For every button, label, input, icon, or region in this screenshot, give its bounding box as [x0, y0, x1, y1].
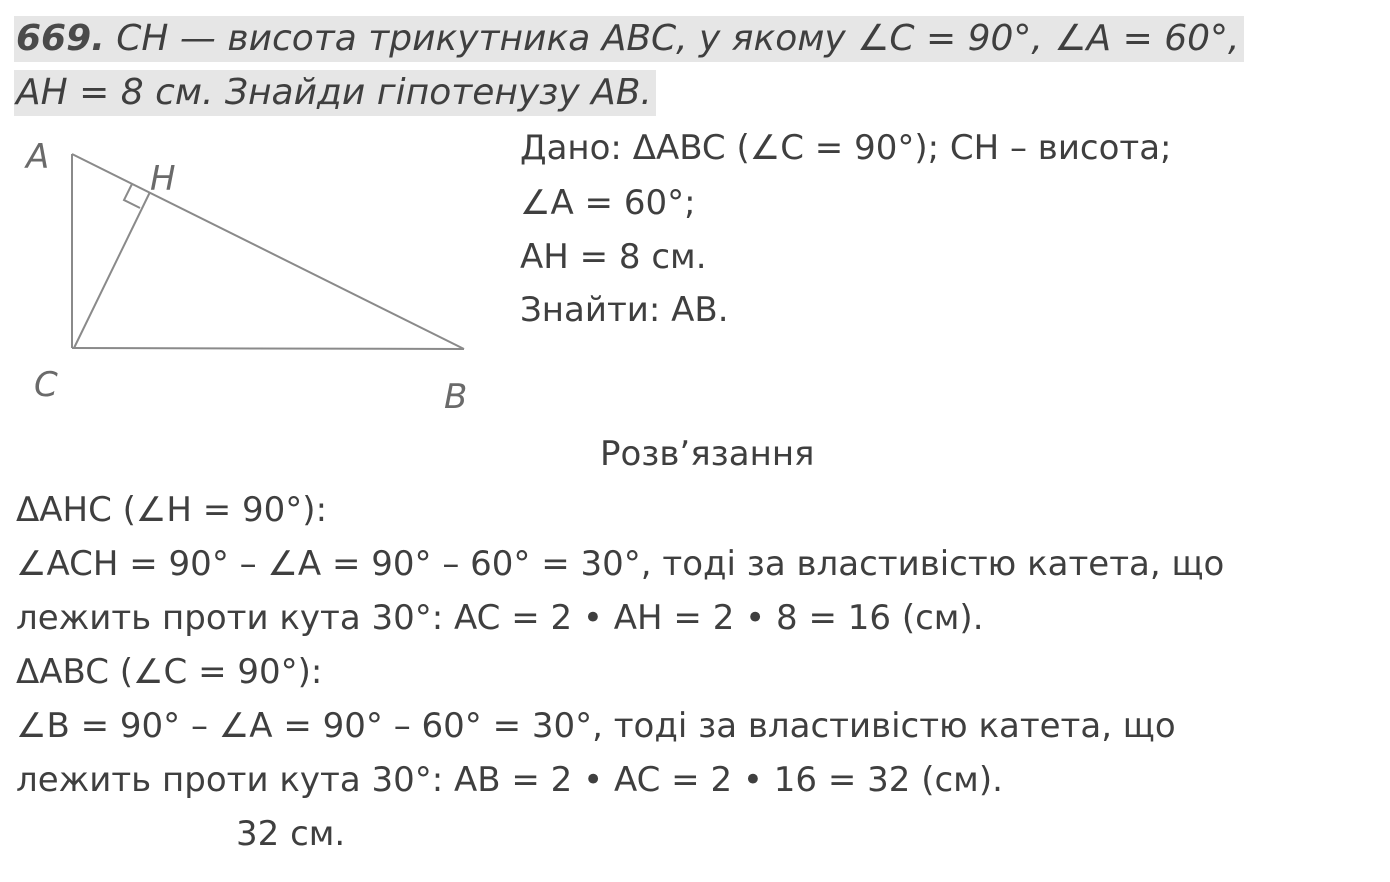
- task-line-1: [14, 16, 1244, 62]
- solution-line-4: ΔABC (∠C = 90°):: [16, 652, 323, 692]
- label-h: H: [150, 159, 176, 199]
- label-b: B: [444, 377, 468, 417]
- given-line-2: ∠A = 60°;: [520, 183, 696, 223]
- given-line-4: Знайти: AB.: [520, 290, 729, 330]
- solution-line-1: ΔAHC (∠H = 90°):: [16, 490, 328, 530]
- task-number: 669.: [16, 18, 105, 59]
- task-text-1: CH — висота трикутника ABC, у якому ∠C = 90°, ∠A = 60°,: [116, 18, 1240, 59]
- height-ch: [74, 192, 150, 348]
- label-c: C: [34, 365, 58, 405]
- solution-line-5: ∠B = 90° – ∠A = 90° – 60° = 30°, тоді за властивістю катета, що: [16, 706, 1176, 746]
- answer: 32 см.: [236, 814, 346, 854]
- task-text-2: AH = 8 см. Знайди гіпотенузу AB.: [16, 72, 652, 113]
- side-ab: [72, 154, 464, 349]
- solution-line-3: лежить проти кута 30°: AC = 2 • AH = 2 • 8 = 16 (см).: [16, 598, 984, 638]
- solution-heading: Розв’язання: [600, 434, 815, 474]
- solution-line-6: лежить проти кута 30°: AB = 2 • AC = 2 • 16 = 32 (см).: [16, 760, 1003, 800]
- label-a: A: [26, 137, 50, 177]
- given-line-3: AH = 8 см.: [520, 237, 707, 277]
- triangle-figure: [20, 128, 490, 418]
- task-line-2: [14, 70, 656, 116]
- given-line-1: Дано: ΔABC (∠C = 90°); CH – висота;: [520, 128, 1172, 168]
- solution-line-2: ∠ACH = 90° – ∠A = 90° – 60° = 30°, тоді за властивістю катета, що: [16, 544, 1225, 584]
- side-cb: [72, 348, 464, 349]
